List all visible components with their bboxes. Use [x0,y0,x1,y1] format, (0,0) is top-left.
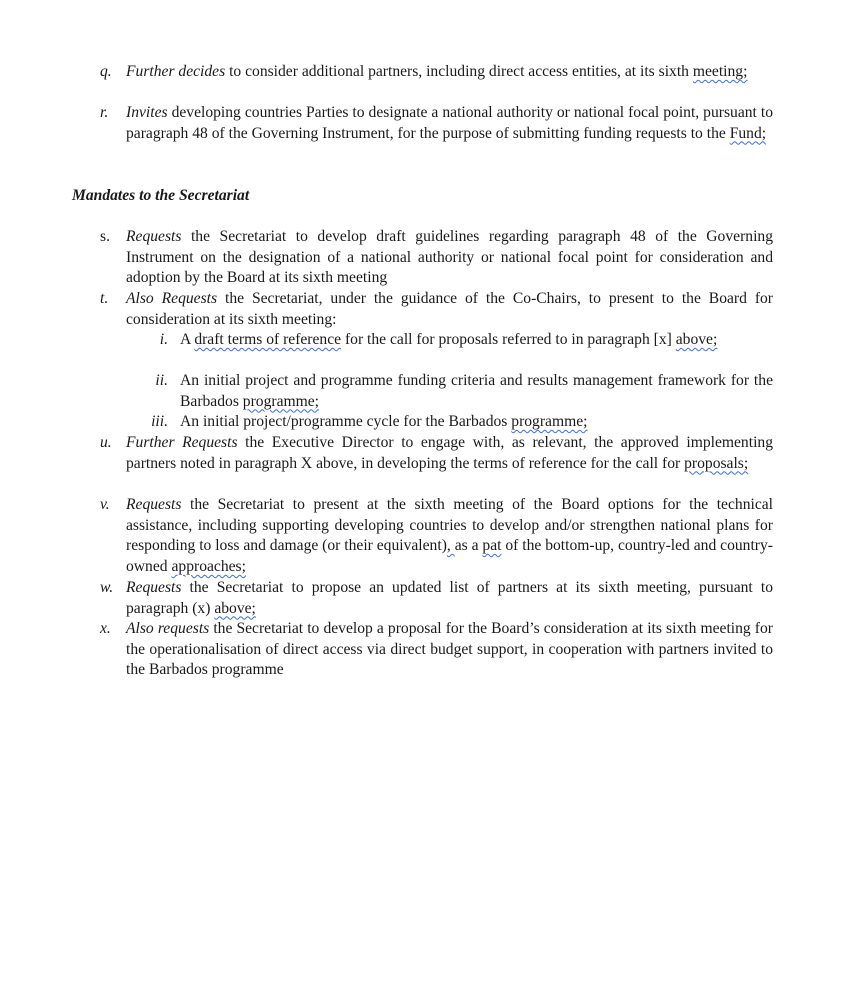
lead-r: Invites [126,104,168,121]
text-v: the Secretariat to present at the sixth meeting of the Board options for the technical assistance, including supporting developing countries to develop and/or strengthen national plans for responding to loss and damage (or their equivalent) [126,496,773,555]
tail-r: Fund; [729,124,767,142]
marker-t-i: i. [159,331,168,348]
tail-v: approaches; [171,557,246,575]
marker-t-iii: iii. [151,413,168,430]
tail-q: meeting; [692,63,748,80]
text-t-i: for the call for proposals referred to in paragraph [x] [341,331,676,348]
marker-t-ii: ii. [155,372,168,389]
tail-u: proposals; [684,454,749,472]
text-t: the Secretariat, under the guidance of the Co-Chairs, to present to the Board for consideration at its sixth meeting: [126,290,773,328]
subparagraph-t-ii [155,371,773,412]
paragraph-w [100,578,773,619]
tail-t-i: above; [675,331,718,348]
lead-s: Requests [126,228,182,245]
text-x: the Secretariat to develop a proposal for the Board’s consideration at its sixth meeting for the operationalisation of direct access via direct budget support, in cooperation with partners invited to the Barbados programme [126,620,773,679]
lead-u: Further Requests [126,434,238,451]
pre-t-i: A [180,331,195,348]
marker-t: t. [100,290,109,307]
lead-v: Requests [126,496,182,513]
text-u: the Executive Director to engage with, as relevant, the approved implementing partners noted in paragraph X above, in developing the terms of reference for the call for [126,434,773,472]
lead-w: Requests [126,579,182,596]
text-t-iii: An initial project/programme cycle for the Barbados [180,413,512,430]
paragraph-r [100,103,773,144]
text-t-ii: An initial project and programme funding criteria and results management framework for the Barbados [180,372,773,410]
marker-r: r. [100,104,109,121]
marker-s: s. [100,228,110,245]
lead-x: Also requests [126,620,210,637]
marker-x: x. [100,620,111,637]
tail-w: above; [214,599,256,617]
paragraph-v [100,495,773,577]
text-q: to consider additional partners, including direct access entities, at its sixth [225,63,693,80]
paragraph-s [100,227,773,289]
marker-q: q. [100,63,112,80]
subparagraph-t-i [159,330,773,351]
tail-t-ii: programme; [242,392,320,410]
paragraph-x [100,619,773,681]
text2-v: as a [454,537,483,555]
mark2-v: pat [482,537,502,555]
text-r: developing countries Parties to designate a national authority or national focal point, pursuant to paragraph 48 of the Governing Instrument, for the purpose of submitting funding requests to the [126,104,773,142]
paragraph-t [100,289,773,330]
marker-v: v. [100,496,110,513]
text-s: the Secretariat to develop draft guidelines regarding paragraph 48 of the Governing Instrument on the designation of a national authority or national focal point for consideration and adoption by the Board at its sixth meeting [126,228,773,287]
subparagraph-t-iii [151,412,773,433]
marker-u: u. [100,434,112,451]
marker-w: w. [100,579,114,596]
lead-t: Also Requests [126,290,218,307]
text-w: the Secretariat to propose an updated list of partners at its sixth meeting, pursuant to paragraph (x) [126,579,773,617]
link-t-i: draft terms of reference [194,331,342,348]
tail-t-iii: programme; [511,413,588,430]
text3-v: of the bottom-up, country-led and country-owned [126,537,773,575]
mark1-v: , [446,537,455,555]
section-heading: Mandates to the Secretariat [72,187,250,204]
lead-q: Further decides [126,63,226,80]
paragraph-u [100,433,773,474]
paragraph-q [100,62,773,83]
